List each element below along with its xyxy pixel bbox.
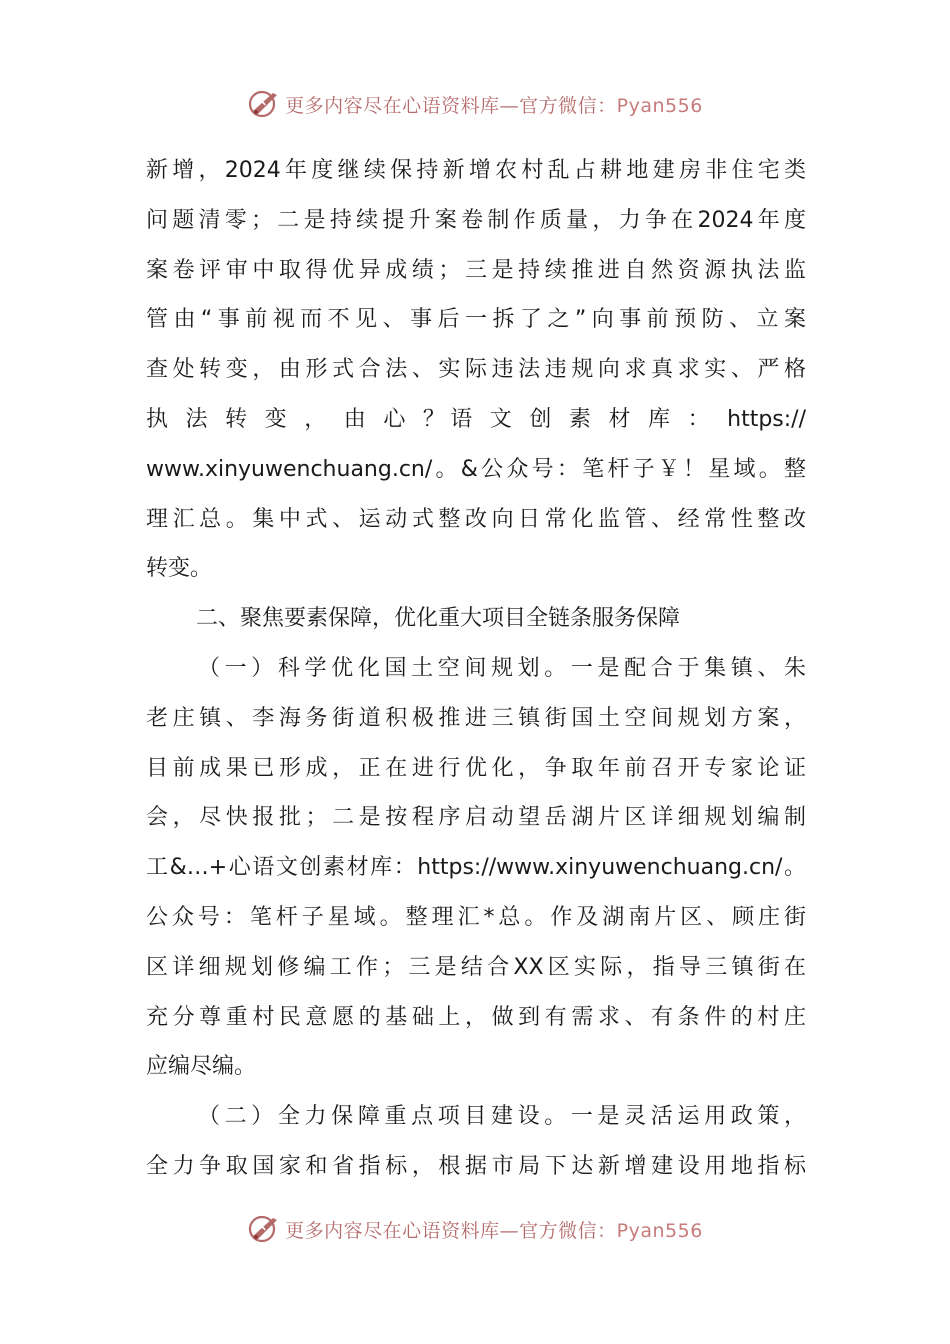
wechat-id: Pyan556 [616, 94, 703, 117]
paragraph-start: （二）全力保障重点项目建设。一是灵活运用政策， [198, 1104, 806, 1130]
section-heading: 二、聚焦要素保障，优化重大项目全链条服务保障 [196, 606, 681, 632]
quill-seal-icon [247, 87, 281, 121]
text-line: 转变。 [146, 556, 213, 582]
wechat-id: Pyan556 [616, 1219, 703, 1242]
text-line: 公众号：笔杆子星域。整理汇*总。作及湖南片区、顾庄街 [146, 904, 806, 930]
text-line: 区详细规划修编工作；三是结合XX区实际，指导三镇街在 [146, 954, 806, 980]
watermark-text: 更多内容尽在心语资料库—官方微信：Pyan556 [285, 94, 703, 117]
text-line: 理汇总。集中式、运动式整改向日常化监管、经常性整改 [146, 506, 806, 532]
text-line: 会，尽快报批；二是按程序启动望岳湖片区详细规划编制 [146, 805, 806, 831]
footer-watermark [0, 1209, 950, 1249]
text-line: 应编尽编。 [146, 1054, 257, 1080]
text-line: 管由“事前视而不见、事后一拆了之”向事前预防、立案 [146, 307, 806, 333]
text-line: www.xinyuwenchuang.cn/。&公众号：笔杆子￥！星域。整 [146, 456, 806, 482]
text-line: 充分尊重村民意愿的基础上，做到有需求、有条件的村庄 [146, 1004, 806, 1030]
text-line: 案卷评审中取得优异成绩；三是持续推进自然资源执法监 [146, 257, 806, 283]
document-body [146, 146, 806, 1192]
text-line: 工&…+心语文创素材库：https://www.xinyuwenchuang.cn/。 [146, 855, 806, 881]
text-line: 新增，2024年度继续保持新增农村乱占耕地建房非住宅类 [146, 158, 806, 183]
header-watermark [0, 84, 950, 124]
text-line: 全力争取国家和省指标，根据市局下达新增建设用地指标 [146, 1153, 806, 1179]
paragraph-start: （一）科学优化国土空间规划。一是配合于集镇、朱 [198, 655, 806, 681]
text-line: 查处转变，由形式合法、实际违法违规向求真求实、严格 [146, 357, 806, 383]
text-line: 执 法 转 变 ， 由 心 ？语 文 创 素 材 库 ： https:// [146, 406, 806, 432]
text-line: 目前成果已形成，正在进行优化，争取年前召开专家论证 [146, 755, 806, 781]
quill-seal-icon [247, 1212, 281, 1246]
text-line: 老庄镇、李海务街道积极推进三镇街国土空间规划方案， [146, 705, 806, 731]
watermark-text: 更多内容尽在心语资料库—官方微信：Pyan556 [285, 1219, 703, 1242]
text-line: 问题清零；二是持续提升案卷制作质量，力争在2024年度 [146, 207, 806, 233]
